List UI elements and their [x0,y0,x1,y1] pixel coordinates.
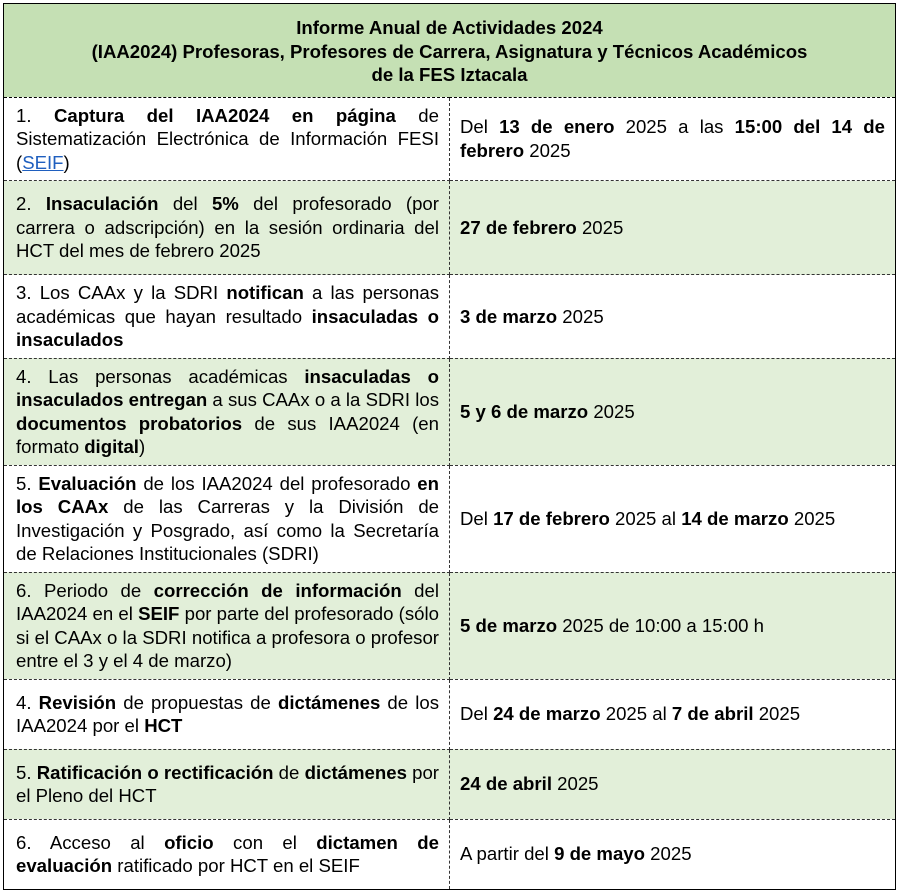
text-segment: 2025 a las [614,116,735,138]
activity-cell [4,749,450,819]
bold-text: notifican [226,282,304,303]
text-segment: 2025 [524,139,571,161]
date-cell [450,358,896,465]
bold-text: 9 de mayo [554,843,646,865]
bold-text: digital [84,436,139,457]
bold-text: Revisión [38,691,117,713]
table-row [4,275,896,359]
seif-link[interactable]: SEIF [22,151,64,173]
text-segment: ) [63,151,70,173]
text-segment: A partir del [460,843,555,865]
activity-cell [4,572,450,679]
bold-text: insaculadas o insaculados [16,305,439,350]
text-segment: por el Pleno del HCT [16,761,439,806]
text-segment: de los IAA2024 del profesorado [136,472,418,494]
activity-cell [4,97,450,181]
date-cell [450,181,896,275]
text-segment: 2025 [557,305,604,327]
bold-text: HCT [144,715,183,736]
text-segment: 4. Las personas académicas [16,365,305,387]
activity-cell [4,181,450,275]
text-segment: de las Carreras y la División de Investigación y Posgrado, así como la Secretaría de Relaciones Institucionales (SDRI) [16,496,439,564]
bold-text: insaculadas o insaculados entregan [16,365,439,410]
text-segment: ratificado por HCT en el SEIF [112,855,360,876]
text-segment: 2025 al [600,703,672,725]
table-row [4,572,896,679]
text-segment: a las personas académicas que hayan resultado [16,282,439,327]
activity-cell [4,819,450,889]
text-segment: 2025 [753,703,801,725]
bold-text: 14 de marzo [681,507,789,529]
bold-text: dictámenes [304,761,407,783]
schedule-rows [4,97,896,889]
text-segment: Del [460,703,494,725]
bold-text: 5% [211,193,239,215]
text-segment: 2025 [588,400,635,422]
bold-text: dictámenes [277,691,381,713]
title-line-3: de la FES Iztacala [371,64,528,85]
bold-text: Evaluación [38,472,137,494]
table-row [4,97,896,181]
text-segment: 3. Los CAAx y la SDRI [16,282,227,303]
table-row [4,679,896,749]
text-segment: a sus CAAx o a la SDRI los [207,389,439,410]
bold-text: 3 de marzo [460,305,558,327]
bold-text: Ratificación o rectificación [36,761,274,783]
text-segment: 2025 de 10:00 a 15:00 h [557,614,764,636]
bold-text: en los CAAx [16,472,439,517]
date-cell [450,465,896,572]
text-segment: Del [460,116,500,138]
date-cell [450,275,896,359]
text-segment: con el [213,831,317,853]
bold-text: Captura del IAA2024 en página [53,104,396,126]
bold-text: 7 de abril [671,703,754,725]
table-title [4,4,896,98]
activity-cell [4,679,450,749]
text-segment: 5. [16,472,39,494]
text-segment: 4. [16,691,39,713]
text-segment: 2025 al [609,507,682,529]
text-segment: 2025 [551,773,599,795]
text-segment: 2025 [645,843,692,865]
text-segment: 2. [16,193,46,215]
title-line-2: (IAA2024) Profesoras, Profesores de Carrera, Asignatura y Técnicos Académicos [91,40,808,62]
bold-text: 15:00 del 14 de febrero [460,116,885,161]
activity-cell [4,358,450,465]
date-cell [450,679,896,749]
text-segment: 6. Periodo de [16,579,154,601]
schedule-table [3,3,896,890]
text-segment: Del [460,507,494,529]
bold-text: SEIF [138,603,180,624]
bold-text: dictamen de evaluación [16,831,439,876]
text-segment: por parte del profesorado (sólo si el CAAx o la SDRI notifica a profesora o profesor entre el 3 y el 4 de marzo) [16,603,439,671]
table-row [4,819,896,889]
activity-cell [4,275,450,359]
bold-text: corrección de información [153,579,402,601]
text-segment: del profesorado (por carrera o adscripción) en la sesión ordinaria del HCT del mes de febrero 2025 [16,193,439,262]
table-header-row [4,4,896,98]
text-segment: del IAA2024 en el [16,579,439,624]
table-row [4,358,896,465]
bold-text: oficio [164,831,214,853]
text-segment: del [158,193,212,215]
title-line-1: Informe Anual de Actividades 2024 [296,17,603,38]
table-row [4,749,896,819]
table-row [4,465,896,572]
text-segment: de sus IAA2024 (en formato [16,412,439,457]
text-segment: de Sistematización Electrónica de Información FESI ( [16,104,439,173]
text-segment: de los IAA2024 por el [16,691,439,736]
bold-text: 27 de febrero [460,216,577,238]
bold-text: 5 de marzo [460,614,558,636]
bold-text: documentos probatorios [16,412,243,434]
text-segment: 2025 [788,507,836,529]
date-cell [450,819,896,889]
text-segment: de [273,761,305,783]
text-segment: de propuestas de [116,691,278,713]
bold-text: Insaculación [45,193,159,215]
bold-text: 24 de marzo [493,703,601,725]
bold-text: 17 de febrero [493,507,610,529]
date-cell [450,97,896,181]
text-segment: ) [138,436,146,457]
bold-text: 5 y 6 de marzo [460,400,589,422]
date-cell [450,572,896,679]
text-segment: 5. [16,761,37,783]
activity-cell [4,465,450,572]
bold-text: 24 de abril [460,773,552,795]
table-row [4,181,896,275]
bold-text: 13 de enero [499,116,615,138]
text-segment: 6. Acceso al [16,831,165,853]
text-segment: 2025 [576,216,624,238]
date-cell [450,749,896,819]
schedule-document [3,3,896,890]
text-segment: 1. [16,104,54,126]
